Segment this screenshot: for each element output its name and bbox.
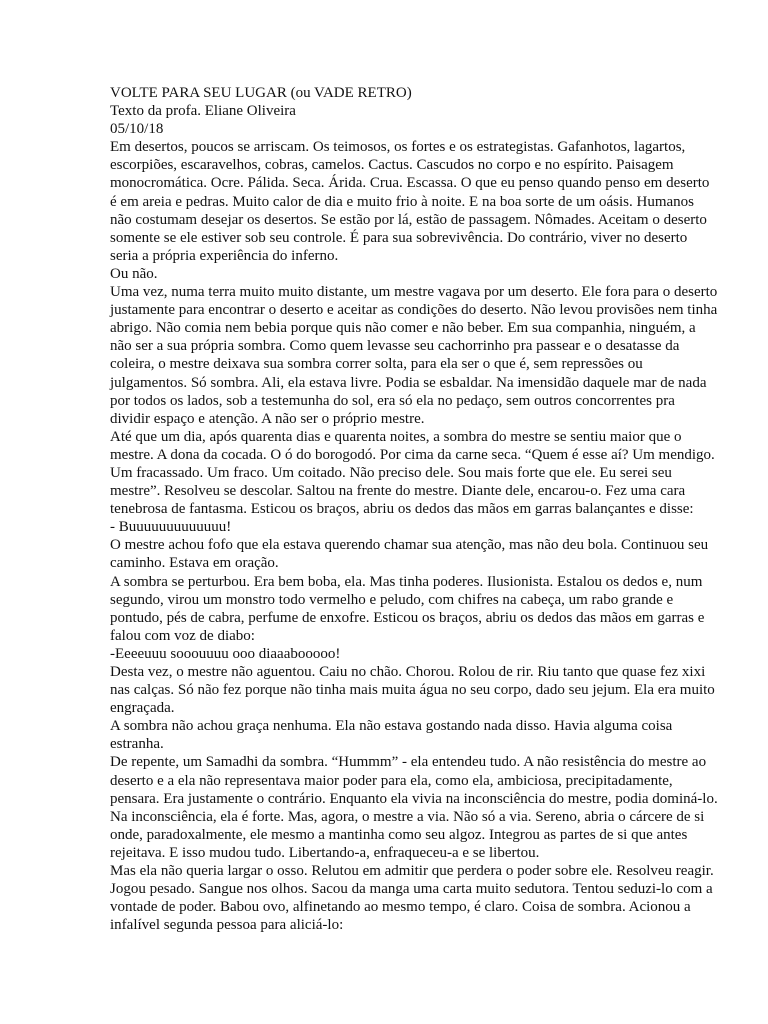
paragraph: A sombra não achou graça nenhuma. Ela não estava gostando nada disso. Havia alguma coisa estranha. [110, 718, 673, 753]
paragraph: A sombra se perturbou. Era bem boba, ela. Mas tinha poderes. Ilusionista. Estalou os dedos e, num segundo, virou um monstro todo vermelho e peludo, com chifres na cabeça, um rabo grande e pontudo, pés de cabra, perfume de enxofre. Esticou os braços, abriu os dedos das mãos em garras e falou com voz de diabo: [110, 573, 705, 644]
paragraph: Em desertos, poucos se arriscam. Os teimosos, os fortes e os estrategistas. Gafanhotos, lagartos, escorpiões, escaravelhos, cobras, camelos. Cactus. Cascudos no corpo e no espírito. Paisagem monocromática. Ocre. Pálida. Seca. Árida. Crua. Escassa. O que eu penso quando penso em deserto é em areia e pedras. Muito calor de dia e muito frio à noite. E na boa sorte de um oásis. Humanos não costumam desejar os desertos. Se estão por lá, estão de passagem. Nômades. Aceitam o deserto somente se ele estiver sob seu controle. É para sua sobrevivência. Do contrário, viver no deserto seria a própria experiência do inferno. [110, 139, 710, 264]
paragraph: - Buuuuuuuuuuuuu! [110, 519, 232, 536]
paragraph: Ou não. [110, 265, 158, 282]
paragraph: O mestre achou fofo que ela estava querendo chamar sua atenção, mas não deu bola. Continuou seu caminho. Estava em oração. [110, 537, 709, 572]
paragraph: Uma vez, numa terra muito muito distante, um mestre vagava por um deserto. Ele fora para o deserto justamente para encontrar o deserto e aceitar as condições do deserto. Não levou provisões nem tinha abrigo. Não comia nem bebia porque quis não comer e não beber. Em sua companhia, ninguém, a não ser a sua própria sombra. Como quem levasse seu cachorrinho pra passear e o desatasse da coleira, o mestre deixava sua sombra correr solta, para ela ser o que é, sem repressões ou julgamentos. Só sombra. Ali, ela estava livre. Podia se esbaldar. Na imensidão daquele mar de nada por todos os lados, sob a testemunha do sol, era só ela no pedaço, sem outros concorrentes pra dividir espaço e atenção. A não ser o próprio mestre. [110, 284, 718, 427]
paragraph: De repente, um Samadhi da sombra. “Hummm” - ela entendeu tudo. A não resistência do mestre ao deserto e a ela não representava maior poder para ela, como ela, ambiciosa, precipitadamente, pensara. Era justamente o contrário. Enquanto ela vivia na inconsciência do mestre, podia dominá-lo. Na inconsciência, ela é forte. Mas, agora, o mestre a via. Não só a via. Sereno, abria o cárcere de si onde, paradoxalmente, ele mesmo a mantinha como seu algoz. Integrou as partes de si que antes rejeitava. E isso mudou tudo. Libertando-a, enfraqueceu-a e se libertou. [110, 754, 718, 861]
paragraph: Desta vez, o mestre não aguentou. Caiu no chão. Chorou. Rolou de rir. Riu tanto que quase fez xixi nas calças. Só não fez porque não tinha mais muita água no seu corpo, dado seu jejum. Ela era muito engraçada. [110, 664, 715, 717]
document-title: VOLTE PARA SEU LUGAR (ou VADE RETRO) [110, 85, 412, 101]
document-date: 05/10/18 [110, 121, 164, 138]
paragraph: -Eeeeuuu sooouuuu ooo diaaabooooo! [110, 645, 341, 662]
document-author: Texto da profa. Eliane Oliveira [110, 103, 296, 120]
document-body [110, 84, 718, 934]
paragraph: Até que um dia, após quarenta dias e quarenta noites, a sombra do mestre se sentiu maior que o mestre. A dona da cocada. O ó do borogodó. Por cima da carne seca. “Quem é esse aí? Um mendigo. Um fracassado. Um fraco. Um coitado. Não preciso dele. Sou mais forte que ele. Eu serei seu mestre”. Resolveu se descolar. Saltou na frente do mestre. Diante dele, encarou-o. Fez uma cara tenebrosa de fantasma. Esticou os braços, abriu os dedos das mãos em garras balançantes e disse: [110, 428, 715, 518]
paragraph: Mas ela não queria largar o osso. Relutou em admitir que perdera o poder sobre ele. Resolveu reagir. Jogou pesado. Sangue nos olhos. Sacou da manga uma carta muito sedutora. Tentou seduzi-lo com a vontade de poder. Babou ovo, alfinetando ao mesmo tempo, é claro. Coisa de sombra. Acionou a infalível segunda pessoa para aliciá-lo: [110, 863, 714, 934]
